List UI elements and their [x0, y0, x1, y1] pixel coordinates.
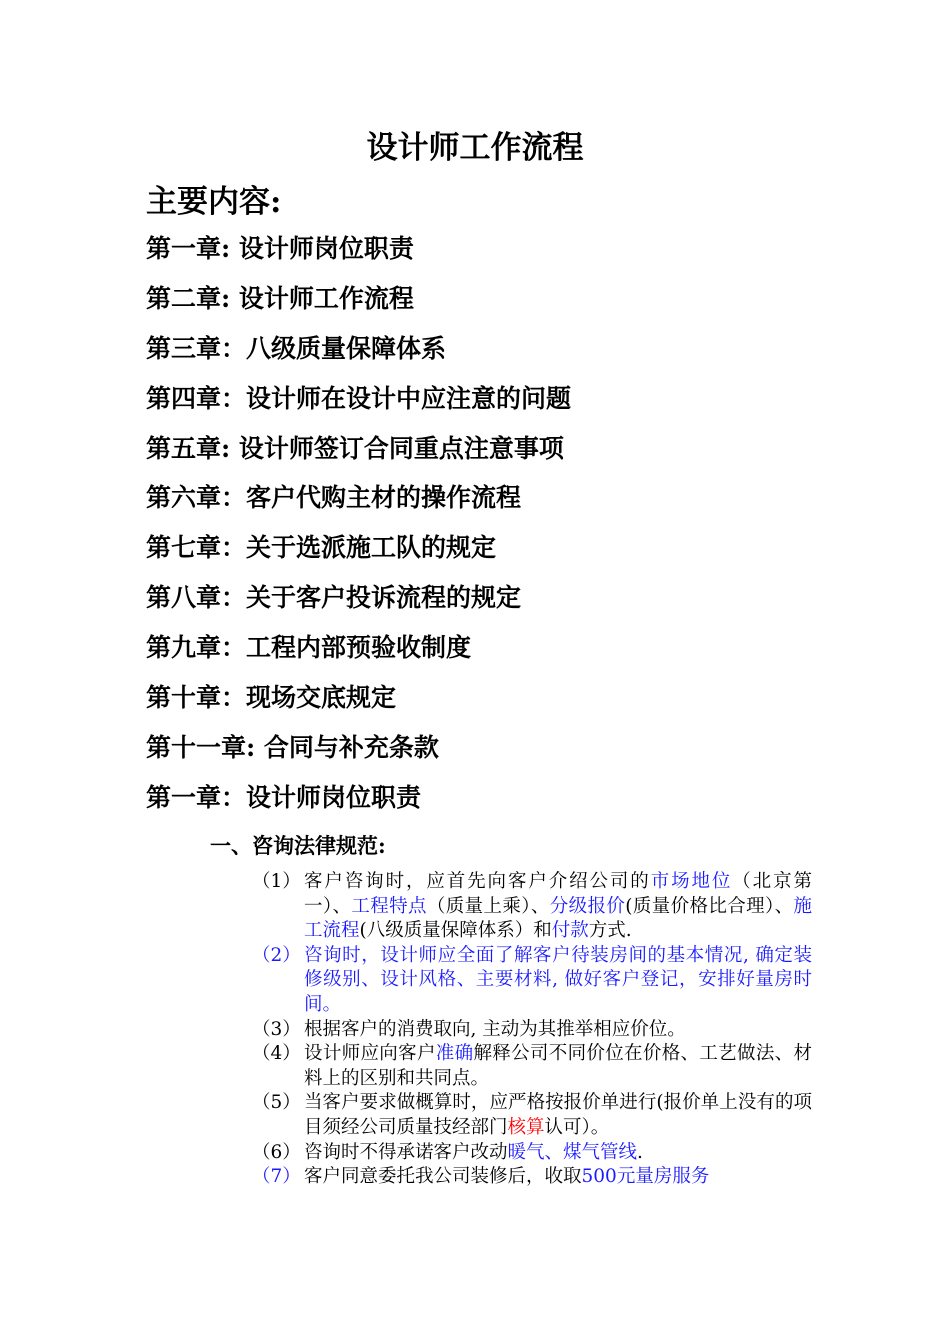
- text-run: 客户咨询时，应首先向客户介绍公司的: [304, 871, 651, 892]
- text-run: （北京第一）、: [304, 871, 812, 917]
- text-run: 解释公司不同价位在价格、工艺做法、材料上的区别和共同点。: [304, 1043, 812, 1089]
- item-text: 根据客户的消费取向, 主动为其推举相应价位。: [304, 1018, 686, 1040]
- subsection-heading: 一、咨询法律规范:: [210, 833, 386, 858]
- item-text: [304, 870, 812, 944]
- toc-item-chapter-9: 第九章：工程内部预验收制度: [146, 633, 472, 663]
- highlight-text: 核算: [507, 1116, 545, 1138]
- consultation-rules-list: [252, 870, 812, 1190]
- text-run: 设计师应向客户: [304, 1043, 436, 1065]
- item-text: [304, 1141, 812, 1166]
- toc-item-chapter-6: 第六章：客户代购主材的操作流程: [146, 483, 522, 513]
- highlight-text: 施工流程: [304, 895, 812, 942]
- toc-item-chapter-4: 第四章：设计师在设计中应注意的问题: [146, 383, 572, 413]
- item-number: （3）: [252, 1018, 301, 1040]
- document-title: 设计师工作流程: [366, 130, 584, 166]
- item-number: （7）: [252, 1166, 301, 1188]
- contents-heading: 主要内容:: [146, 184, 282, 220]
- toc-item-chapter-7: 第七章：关于选派施工队的规定: [146, 533, 497, 563]
- toc-item-chapter-11: 第十一章: 合同与补充条款: [146, 732, 439, 762]
- item-number: （4）: [252, 1043, 301, 1065]
- highlight-text: 500元量房服务: [581, 1166, 710, 1188]
- table-of-contents: [146, 227, 571, 826]
- item-text: [304, 1091, 812, 1140]
- toc-item-chapter-3: 第三章：八级质量保障体系: [146, 333, 447, 363]
- text-run: 当客户要求做概算时，应严格按报价单进行(报价单上没有的项目须经公司质量技经部门: [304, 1092, 812, 1138]
- text-run: 认可）。: [544, 1116, 610, 1138]
- text-run: 方式.: [588, 920, 632, 942]
- item-text: [304, 1165, 812, 1190]
- text-run: (质量价格比合理）、: [625, 895, 794, 917]
- item-number: （1）: [252, 871, 301, 892]
- text-run: （质量上乘）、: [426, 895, 550, 917]
- highlight-text: 付款: [551, 920, 589, 942]
- highlight-text: 暖气、煤气管线: [507, 1141, 638, 1163]
- list-item: [252, 1091, 812, 1140]
- toc-item-chapter-1: 第一章: 设计师岗位职责: [146, 234, 414, 263]
- list-item: [252, 1042, 812, 1091]
- item-number: （6）: [252, 1141, 301, 1163]
- list-item: [252, 1018, 812, 1043]
- toc-item-chapter-5: 第五章: 设计师签订合同重点注意事项: [146, 433, 564, 463]
- list-item: [252, 870, 812, 944]
- item-text: [304, 1042, 812, 1091]
- list-item: [252, 1141, 812, 1166]
- text-run: 客户同意委托我公司装修后，收取: [304, 1166, 582, 1188]
- toc-item-chapter-2: 第二章: 设计师工作流程: [146, 283, 414, 313]
- highlight-text: 市场地位: [650, 871, 733, 892]
- chapter-1-heading: 第一章：设计师岗位职责: [146, 782, 422, 812]
- text-run: (八级质量保障体系）和: [359, 920, 552, 942]
- list-item: [252, 944, 812, 1018]
- toc-item-chapter-8: 第八章：关于客户投诉流程的规定: [146, 583, 522, 613]
- item-number: （2）: [252, 944, 301, 966]
- text-run: .: [637, 1141, 643, 1163]
- toc-item-chapter-10: 第十章：现场交底规定: [146, 683, 397, 713]
- highlight-text: 工程特点: [351, 895, 427, 917]
- text-run: 咨询时不得承诺客户改动: [304, 1141, 508, 1163]
- highlight-text: 分级报价: [549, 895, 626, 917]
- item-text: 咨询时，设计师应全面了解客户待装房间的基本情况, 确定装修级别、设计风格、主要材料, 做好客户登记，安排好量房时间。: [304, 944, 812, 1015]
- item-number: （5）: [252, 1092, 301, 1114]
- list-item: [252, 1165, 812, 1190]
- highlight-text: 准确: [435, 1043, 474, 1065]
